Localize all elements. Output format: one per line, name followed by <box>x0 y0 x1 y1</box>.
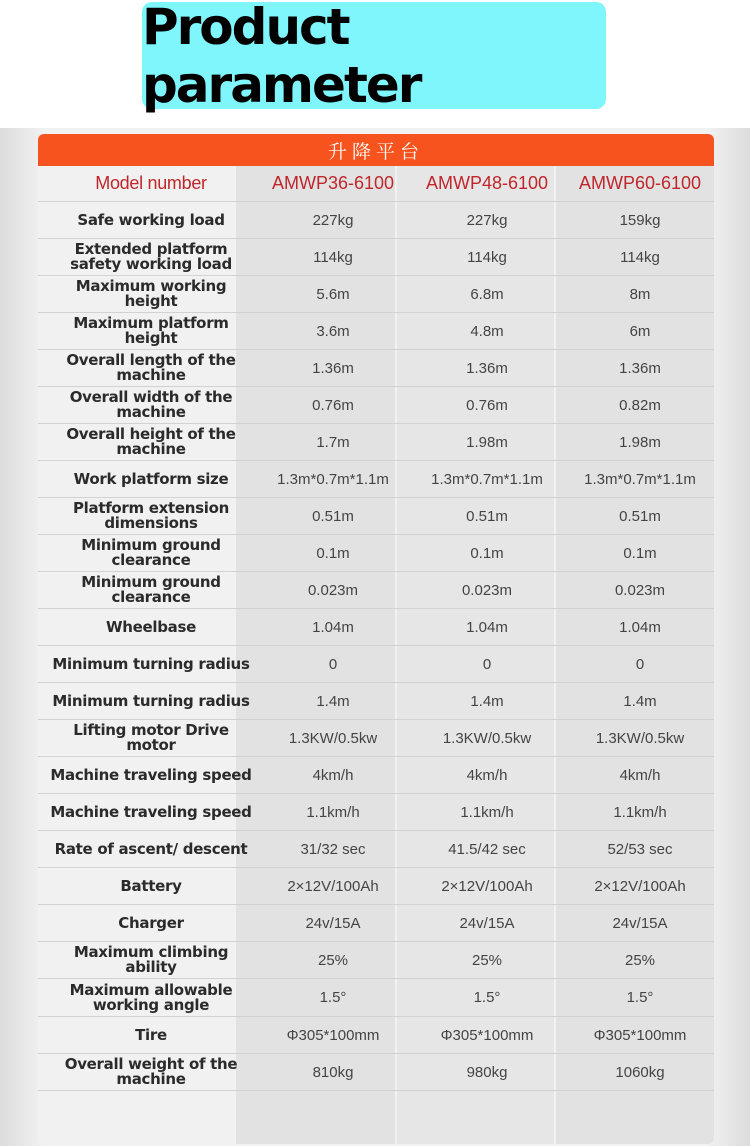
row-value: 8m <box>629 285 651 303</box>
row-value: 4km/h <box>466 766 508 784</box>
row-value: 114kg <box>467 248 507 266</box>
row-value: 0.023m <box>614 581 666 599</box>
row-value: 6m <box>629 322 651 340</box>
row-value: 1.3m*0.7m*1.1m <box>584 470 696 488</box>
table-row <box>38 313 714 350</box>
row-value: 1.5° <box>473 989 501 1006</box>
row-value: 1.1km/h <box>460 803 514 821</box>
row-label: Lifting motor Drive motor <box>73 721 229 754</box>
table-row <box>38 202 714 239</box>
row-value: 3.6m <box>316 322 350 340</box>
row-value: 0.82m <box>619 396 661 414</box>
row-value: 4km/h <box>312 766 354 784</box>
parameter-table <box>38 134 714 1144</box>
row-value: 1.3KW/0.5kw <box>442 729 532 747</box>
row-value: 1.3KW/0.5kw <box>595 729 685 747</box>
row-value: 227kg <box>466 211 508 229</box>
table-row <box>38 387 714 424</box>
page-title: Product parameter <box>142 0 421 114</box>
row-value: 2×12V/100Ah <box>594 877 686 895</box>
row-value: 4km/h <box>619 766 661 784</box>
row-value: 1.04m <box>312 618 354 636</box>
row-value: 227kg <box>312 211 354 229</box>
table-row <box>38 1054 714 1091</box>
table-row <box>38 757 714 794</box>
row-value: Φ305*100mm <box>286 1026 380 1044</box>
row-label: Safe working load <box>77 210 225 229</box>
row-value: 1.36m <box>312 359 354 377</box>
row-label: Battery <box>120 876 182 895</box>
row-value: 0.76m <box>466 396 508 414</box>
row-label: Overall width of the machine <box>69 388 233 421</box>
table-row <box>38 276 714 313</box>
table-row <box>38 831 714 868</box>
row-value: 1.3m*0.7m*1.1m <box>277 470 389 488</box>
row-label: Minimum turning radius <box>52 691 250 710</box>
row-label: Maximum working height <box>75 277 227 310</box>
row-label: Maximum allowable working angle <box>69 980 233 1014</box>
table-row <box>38 498 714 535</box>
row-label: Minimum ground clearance <box>81 573 221 606</box>
row-value: 1.04m <box>619 618 661 636</box>
table-row <box>38 683 714 720</box>
row-value: 1.4m <box>623 692 657 710</box>
row-value: 1.5° <box>319 989 347 1006</box>
row-value: 1.7m <box>316 433 350 451</box>
row-label: Overall length of the machine <box>66 351 236 384</box>
table-row <box>38 868 714 905</box>
row-value: 1.4m <box>316 692 350 710</box>
row-value: 1.36m <box>466 359 508 377</box>
row-label: Overall height of the machine <box>66 425 236 458</box>
row-value: 52/53 sec <box>607 840 673 858</box>
row-value: 0.023m <box>307 581 359 599</box>
row-value: 5.6m <box>316 285 350 303</box>
row-value: 2×12V/100Ah <box>441 877 533 895</box>
row-value: 0.76m <box>312 396 354 414</box>
row-value: 0 <box>328 655 338 673</box>
row-value: 980kg <box>466 1063 508 1081</box>
row-value: 1.4m <box>470 692 504 710</box>
row-value: Φ305*100mm <box>593 1026 687 1044</box>
row-value: 0.023m <box>461 581 513 599</box>
row-value: 2×12V/100Ah <box>287 877 379 895</box>
header-model: AMWP36-6100 <box>271 173 395 193</box>
row-value: 24v/15A <box>612 914 668 932</box>
row-label: Minimum ground clearance <box>81 536 221 569</box>
page-title-banner <box>142 0 606 114</box>
row-label: Rate of ascent/ descent <box>54 839 248 858</box>
row-value: 6.8m <box>470 285 504 303</box>
row-value: 114kg <box>620 248 660 266</box>
row-value: 0.51m <box>466 507 508 525</box>
row-value: 24v/15A <box>459 914 515 932</box>
header-model: AMWP48-6100 <box>425 173 549 193</box>
row-label: Overall weight of the machine <box>64 1055 238 1088</box>
row-label: Tire <box>135 1025 167 1044</box>
table-row <box>38 1017 714 1054</box>
row-value: 114kg <box>313 248 353 266</box>
row-label: Charger <box>118 913 184 932</box>
table-row <box>38 572 714 609</box>
row-value: 0 <box>635 655 645 673</box>
row-label: Maximum climbing ability <box>73 943 229 976</box>
table-row <box>38 720 714 757</box>
row-value: 25% <box>624 951 656 969</box>
table-row <box>38 461 714 498</box>
row-value: 1.5° <box>626 989 654 1006</box>
row-value: 0.51m <box>619 507 661 525</box>
table-row <box>38 609 714 646</box>
header-model: AMWP60-6100 <box>578 173 702 193</box>
table-row <box>38 905 714 942</box>
table-row <box>38 646 714 683</box>
table-row <box>38 979 714 1017</box>
row-value: 1.36m <box>619 359 661 377</box>
row-label: Platform extension dimensions <box>72 499 230 532</box>
row-value: 24v/15A <box>305 914 361 932</box>
row-value: 1.1km/h <box>613 803 667 821</box>
row-value: 31/32 sec <box>300 840 366 858</box>
row-value: 1.3KW/0.5kw <box>288 729 378 747</box>
row-label: Maximum platform height <box>73 314 229 347</box>
row-value: 0.1m <box>470 544 504 562</box>
table-row <box>38 424 714 461</box>
header-label: Model number <box>95 173 207 193</box>
row-label: Minimum turning radius <box>52 654 250 673</box>
row-value: 1.3m*0.7m*1.1m <box>431 470 543 488</box>
table-row <box>38 794 714 831</box>
table-row <box>38 239 714 276</box>
row-value: 0.1m <box>623 544 657 562</box>
row-value: 1060kg <box>615 1063 665 1081</box>
table-banner: 升降平台 <box>38 134 714 166</box>
row-label: Machine traveling speed <box>50 765 252 784</box>
row-value: 41.5/42 sec <box>448 840 526 858</box>
row-value: 25% <box>317 951 349 969</box>
row-value: 1.1km/h <box>306 803 360 821</box>
row-value: 0 <box>482 655 492 673</box>
table-grid <box>38 166 714 1091</box>
row-value: 1.98m <box>466 433 508 451</box>
table-row <box>38 942 714 979</box>
row-value: 1.04m <box>466 618 508 636</box>
table-header-row <box>38 166 714 202</box>
row-value: 1.98m <box>619 433 661 451</box>
row-value: 159kg <box>619 211 661 229</box>
row-label: Machine traveling speed <box>50 802 252 821</box>
row-value: Φ305*100mm <box>440 1026 534 1044</box>
row-value: 810kg <box>312 1063 354 1081</box>
row-value: 0.51m <box>312 507 354 525</box>
row-label: Wheelbase <box>106 617 196 636</box>
row-label: Extended platform safety working load <box>70 240 232 273</box>
table-row <box>38 535 714 572</box>
row-value: 4.8m <box>470 322 504 340</box>
row-label: Work platform size <box>73 469 229 488</box>
row-value: 25% <box>471 951 503 969</box>
table-row <box>38 350 714 387</box>
row-value: 0.1m <box>316 544 350 562</box>
